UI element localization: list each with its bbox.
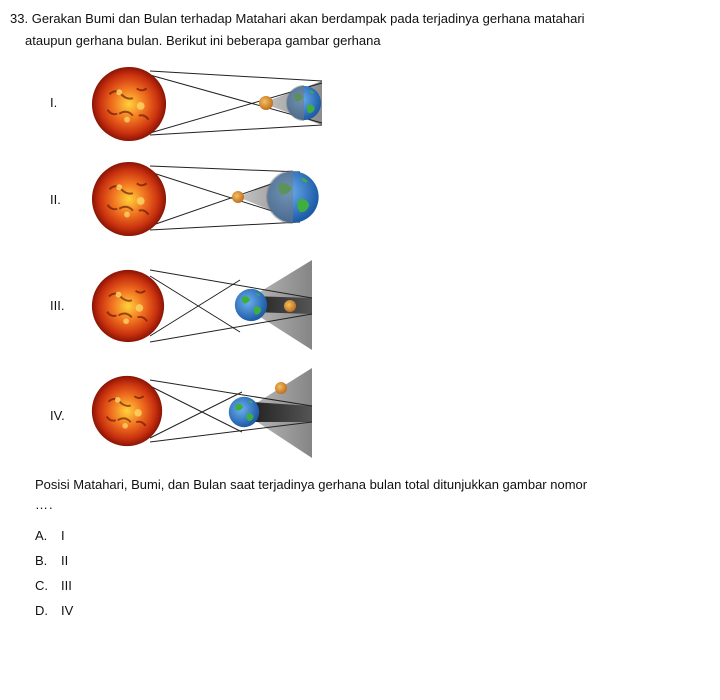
option-b[interactable] xyxy=(35,553,68,568)
option-b-letter: B. xyxy=(35,553,48,568)
earth-icon xyxy=(235,289,267,321)
earth-icon xyxy=(229,397,259,427)
diagram-3 xyxy=(0,258,360,348)
option-c[interactable] xyxy=(35,578,72,593)
sun-icon xyxy=(92,270,164,342)
option-c-text: III xyxy=(61,578,72,593)
question-number: 33. xyxy=(10,11,29,26)
question-prompt: Posisi Matahari, Bumi, dan Bulan saat terjadinya gerhana bulan total ditunjukkan gambar nomor xyxy=(35,477,588,492)
diagram-1 xyxy=(0,63,360,153)
diagram-1-label: I. xyxy=(50,95,58,110)
moon-icon xyxy=(259,96,273,110)
option-b-text: II xyxy=(61,553,69,568)
sun-icon xyxy=(92,67,166,141)
option-d-letter: D. xyxy=(35,603,48,618)
option-a[interactable] xyxy=(35,528,65,543)
moon-icon xyxy=(275,382,287,394)
question-block xyxy=(10,8,700,52)
diagram-3-label: III. xyxy=(50,298,65,313)
option-a-text: I xyxy=(61,528,65,543)
option-d[interactable] xyxy=(35,603,73,618)
diagram-4-label: IV. xyxy=(50,408,65,423)
sun-icon xyxy=(92,376,162,446)
question-text-1: Gerakan Bumi dan Bulan terhadap Matahari akan berdampak pada terjadinya gerhana matahari xyxy=(31,11,585,26)
question-line-1 xyxy=(10,8,700,30)
diagram-4 xyxy=(0,366,360,456)
moon-icon xyxy=(284,300,296,312)
answer-blank: …. xyxy=(35,497,54,512)
diagram-2-label: II. xyxy=(50,192,61,207)
moon-icon xyxy=(232,191,244,203)
option-a-letter: A. xyxy=(35,528,48,543)
question-text-2: ataupun gerhana bulan. Berikut ini beberapa gambar gerhana xyxy=(25,33,381,48)
option-d-text: IV xyxy=(61,603,74,618)
option-c-letter: C. xyxy=(35,578,48,593)
sun-icon xyxy=(92,162,166,236)
diagram-2 xyxy=(0,158,360,248)
